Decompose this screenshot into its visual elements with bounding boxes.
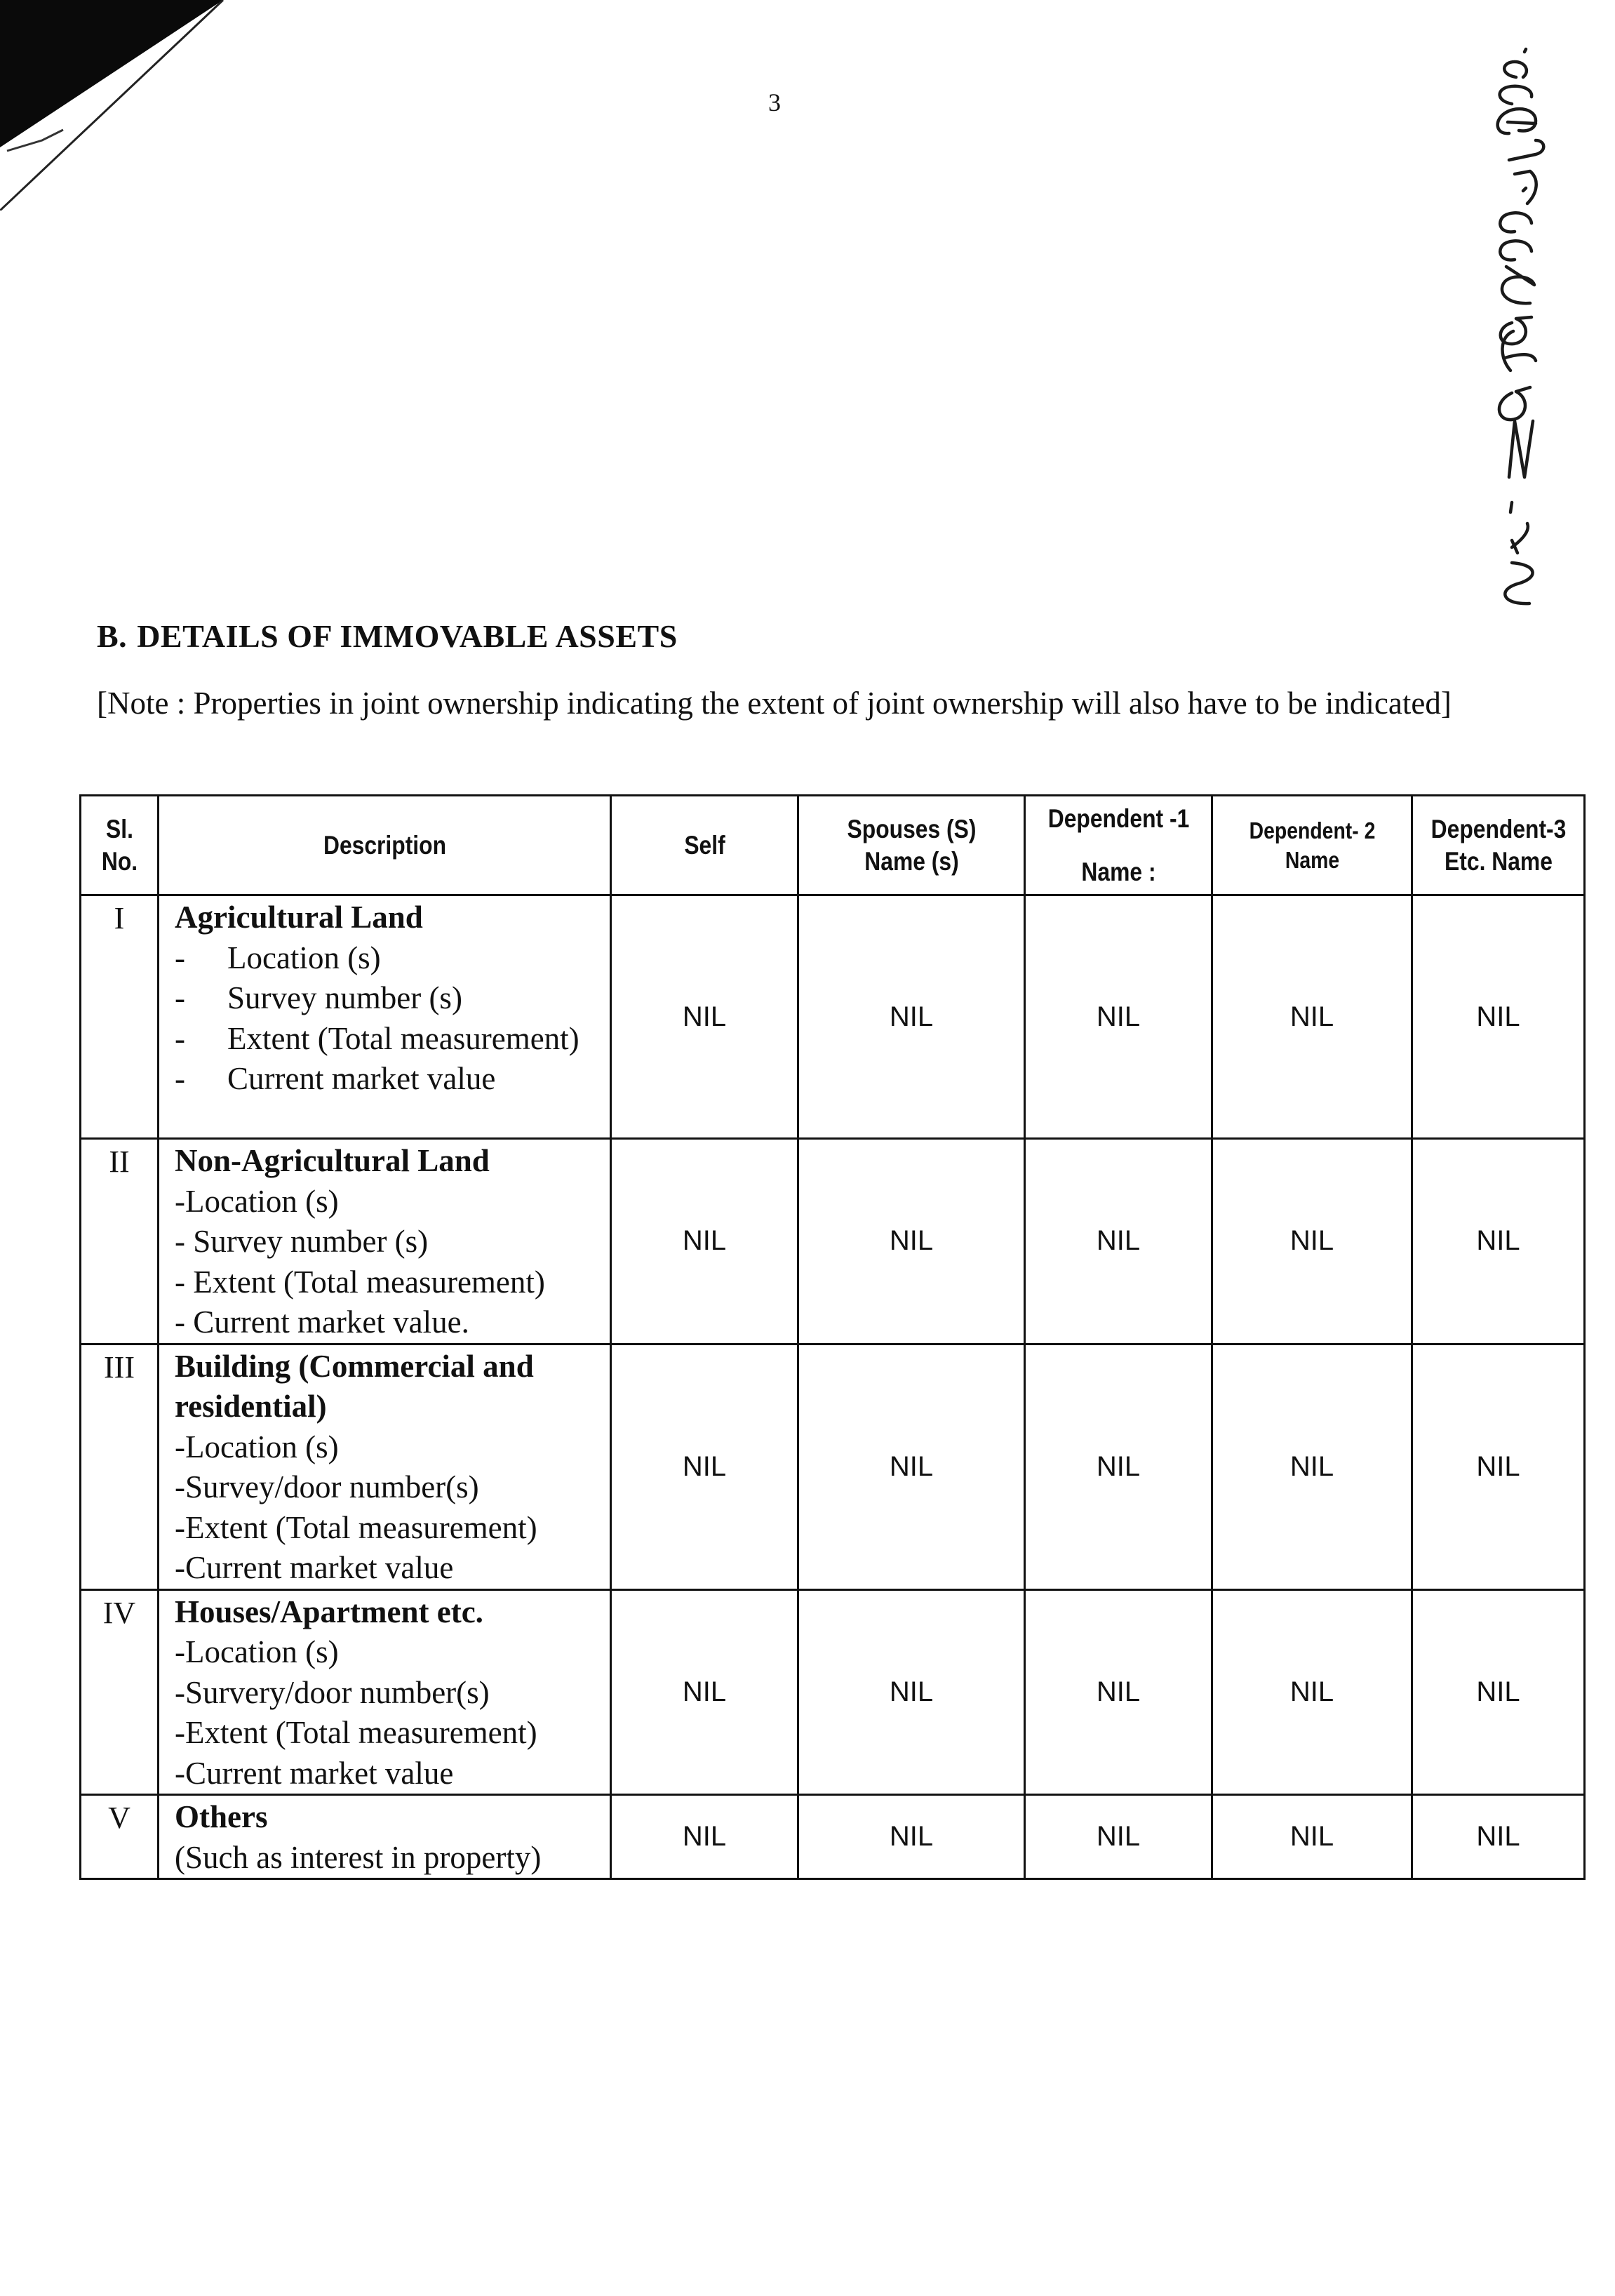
value-dependent-3: NIL — [1412, 1795, 1585, 1879]
row-item: - Extent (Total measurement) — [175, 1264, 545, 1300]
row-title: Building (Commercial and residential) — [175, 1348, 534, 1424]
row-item: -Survery/door number(s) — [175, 1674, 490, 1710]
row-title: Non-Agricultural Land — [175, 1143, 490, 1178]
row-description — [159, 1589, 611, 1795]
row-item: (Such as interest in property) — [175, 1839, 542, 1875]
row-item: - Extent (Total measurement) — [175, 1019, 604, 1060]
row-title: Others — [175, 1799, 268, 1834]
value-spouses: NIL — [798, 1139, 1025, 1344]
header-self: Self — [624, 796, 785, 895]
section-note: [Note : Properties in joint ownership indicating the extent of joint ownership will also have to be indicated] — [97, 686, 1452, 721]
value-spouses: NIL — [798, 895, 1025, 1139]
immovable-assets-table — [79, 794, 1586, 1880]
value-dependent-3: NIL — [1412, 895, 1585, 1139]
row-sl-no: I — [81, 895, 159, 1139]
value-spouses: NIL — [798, 1344, 1025, 1589]
table-row — [81, 1139, 1585, 1344]
section-title: DETAILS OF IMMOVABLE ASSETS — [137, 618, 678, 654]
row-item: -Location (s) — [175, 1634, 339, 1669]
value-dependent-3: NIL — [1412, 1139, 1585, 1344]
row-item: - Location (s) — [175, 938, 604, 979]
table-row — [81, 1795, 1585, 1879]
row-item: - Current market value — [175, 1059, 604, 1100]
value-self: NIL — [611, 1589, 798, 1795]
row-item: -Current market value — [175, 1755, 454, 1791]
row-sl-no: IV — [81, 1589, 159, 1795]
row-description — [159, 1344, 611, 1589]
header-dependent-1-name: Name : — [1080, 857, 1156, 886]
header-description: Description — [190, 796, 579, 895]
value-dependent-2: NIL — [1212, 1344, 1412, 1589]
row-description — [159, 1139, 611, 1344]
value-dependent-1: NIL — [1025, 1589, 1212, 1795]
value-dependent-1: NIL — [1025, 895, 1212, 1139]
value-dependent-1: NIL — [1025, 1139, 1212, 1344]
section-number: B. — [97, 618, 128, 654]
row-title: Agricultural Land — [175, 900, 423, 935]
value-dependent-1: NIL — [1025, 1795, 1212, 1879]
value-dependent-2: NIL — [1212, 1589, 1412, 1795]
scan-corner-mark — [0, 0, 239, 211]
value-dependent-2: NIL — [1212, 895, 1412, 1139]
value-dependent-3: NIL — [1412, 1589, 1585, 1795]
table-row — [81, 1344, 1585, 1589]
table-row — [81, 895, 1585, 1139]
row-sl-no: V — [81, 1795, 159, 1879]
row-title: Houses/Apartment etc. — [175, 1594, 483, 1629]
row-item: -Location (s) — [175, 1183, 339, 1219]
value-self: NIL — [611, 1344, 798, 1589]
header-dependent-2: Dependent- 2 Name — [1226, 796, 1398, 895]
header-dependent-1 — [1038, 796, 1199, 895]
header-dependent-3: Dependent-3 Etc. Name — [1424, 796, 1573, 895]
row-item: -Location (s) — [175, 1429, 339, 1464]
table-row — [81, 1589, 1585, 1795]
value-dependent-1: NIL — [1025, 1344, 1212, 1589]
value-dependent-3: NIL — [1412, 1344, 1585, 1589]
row-item: -Extent (Total measurement) — [175, 1715, 537, 1750]
section-heading — [97, 618, 678, 655]
row-description — [159, 1795, 611, 1879]
header-spouses: Spouses (S) Name (s) — [814, 796, 1009, 895]
row-sl-no: III — [81, 1344, 159, 1589]
row-item: - Current market value. — [175, 1304, 469, 1340]
row-item: -Survey/door number(s) — [175, 1469, 479, 1504]
value-spouses: NIL — [798, 1589, 1025, 1795]
row-item: - Survey number (s) — [175, 1224, 429, 1259]
value-self: NIL — [611, 895, 798, 1139]
row-item: - Survey number (s) — [175, 978, 604, 1019]
row-item: -Current market value — [175, 1550, 454, 1585]
handwritten-signature — [1463, 28, 1568, 610]
value-dependent-2: NIL — [1212, 1795, 1412, 1879]
value-self: NIL — [611, 1795, 798, 1879]
row-item: -Extent (Total measurement) — [175, 1509, 537, 1545]
page-number: 3 — [768, 88, 781, 116]
value-spouses: NIL — [798, 1795, 1025, 1879]
header-dependent-1-label: Dependent -1 — [1047, 803, 1189, 833]
row-sl-no: II — [81, 1139, 159, 1344]
header-sl-no: Sl. No. — [86, 796, 152, 895]
row-description — [159, 895, 611, 1139]
value-dependent-2: NIL — [1212, 1139, 1412, 1344]
value-self: NIL — [611, 1139, 798, 1344]
table-header-row — [81, 796, 1585, 895]
